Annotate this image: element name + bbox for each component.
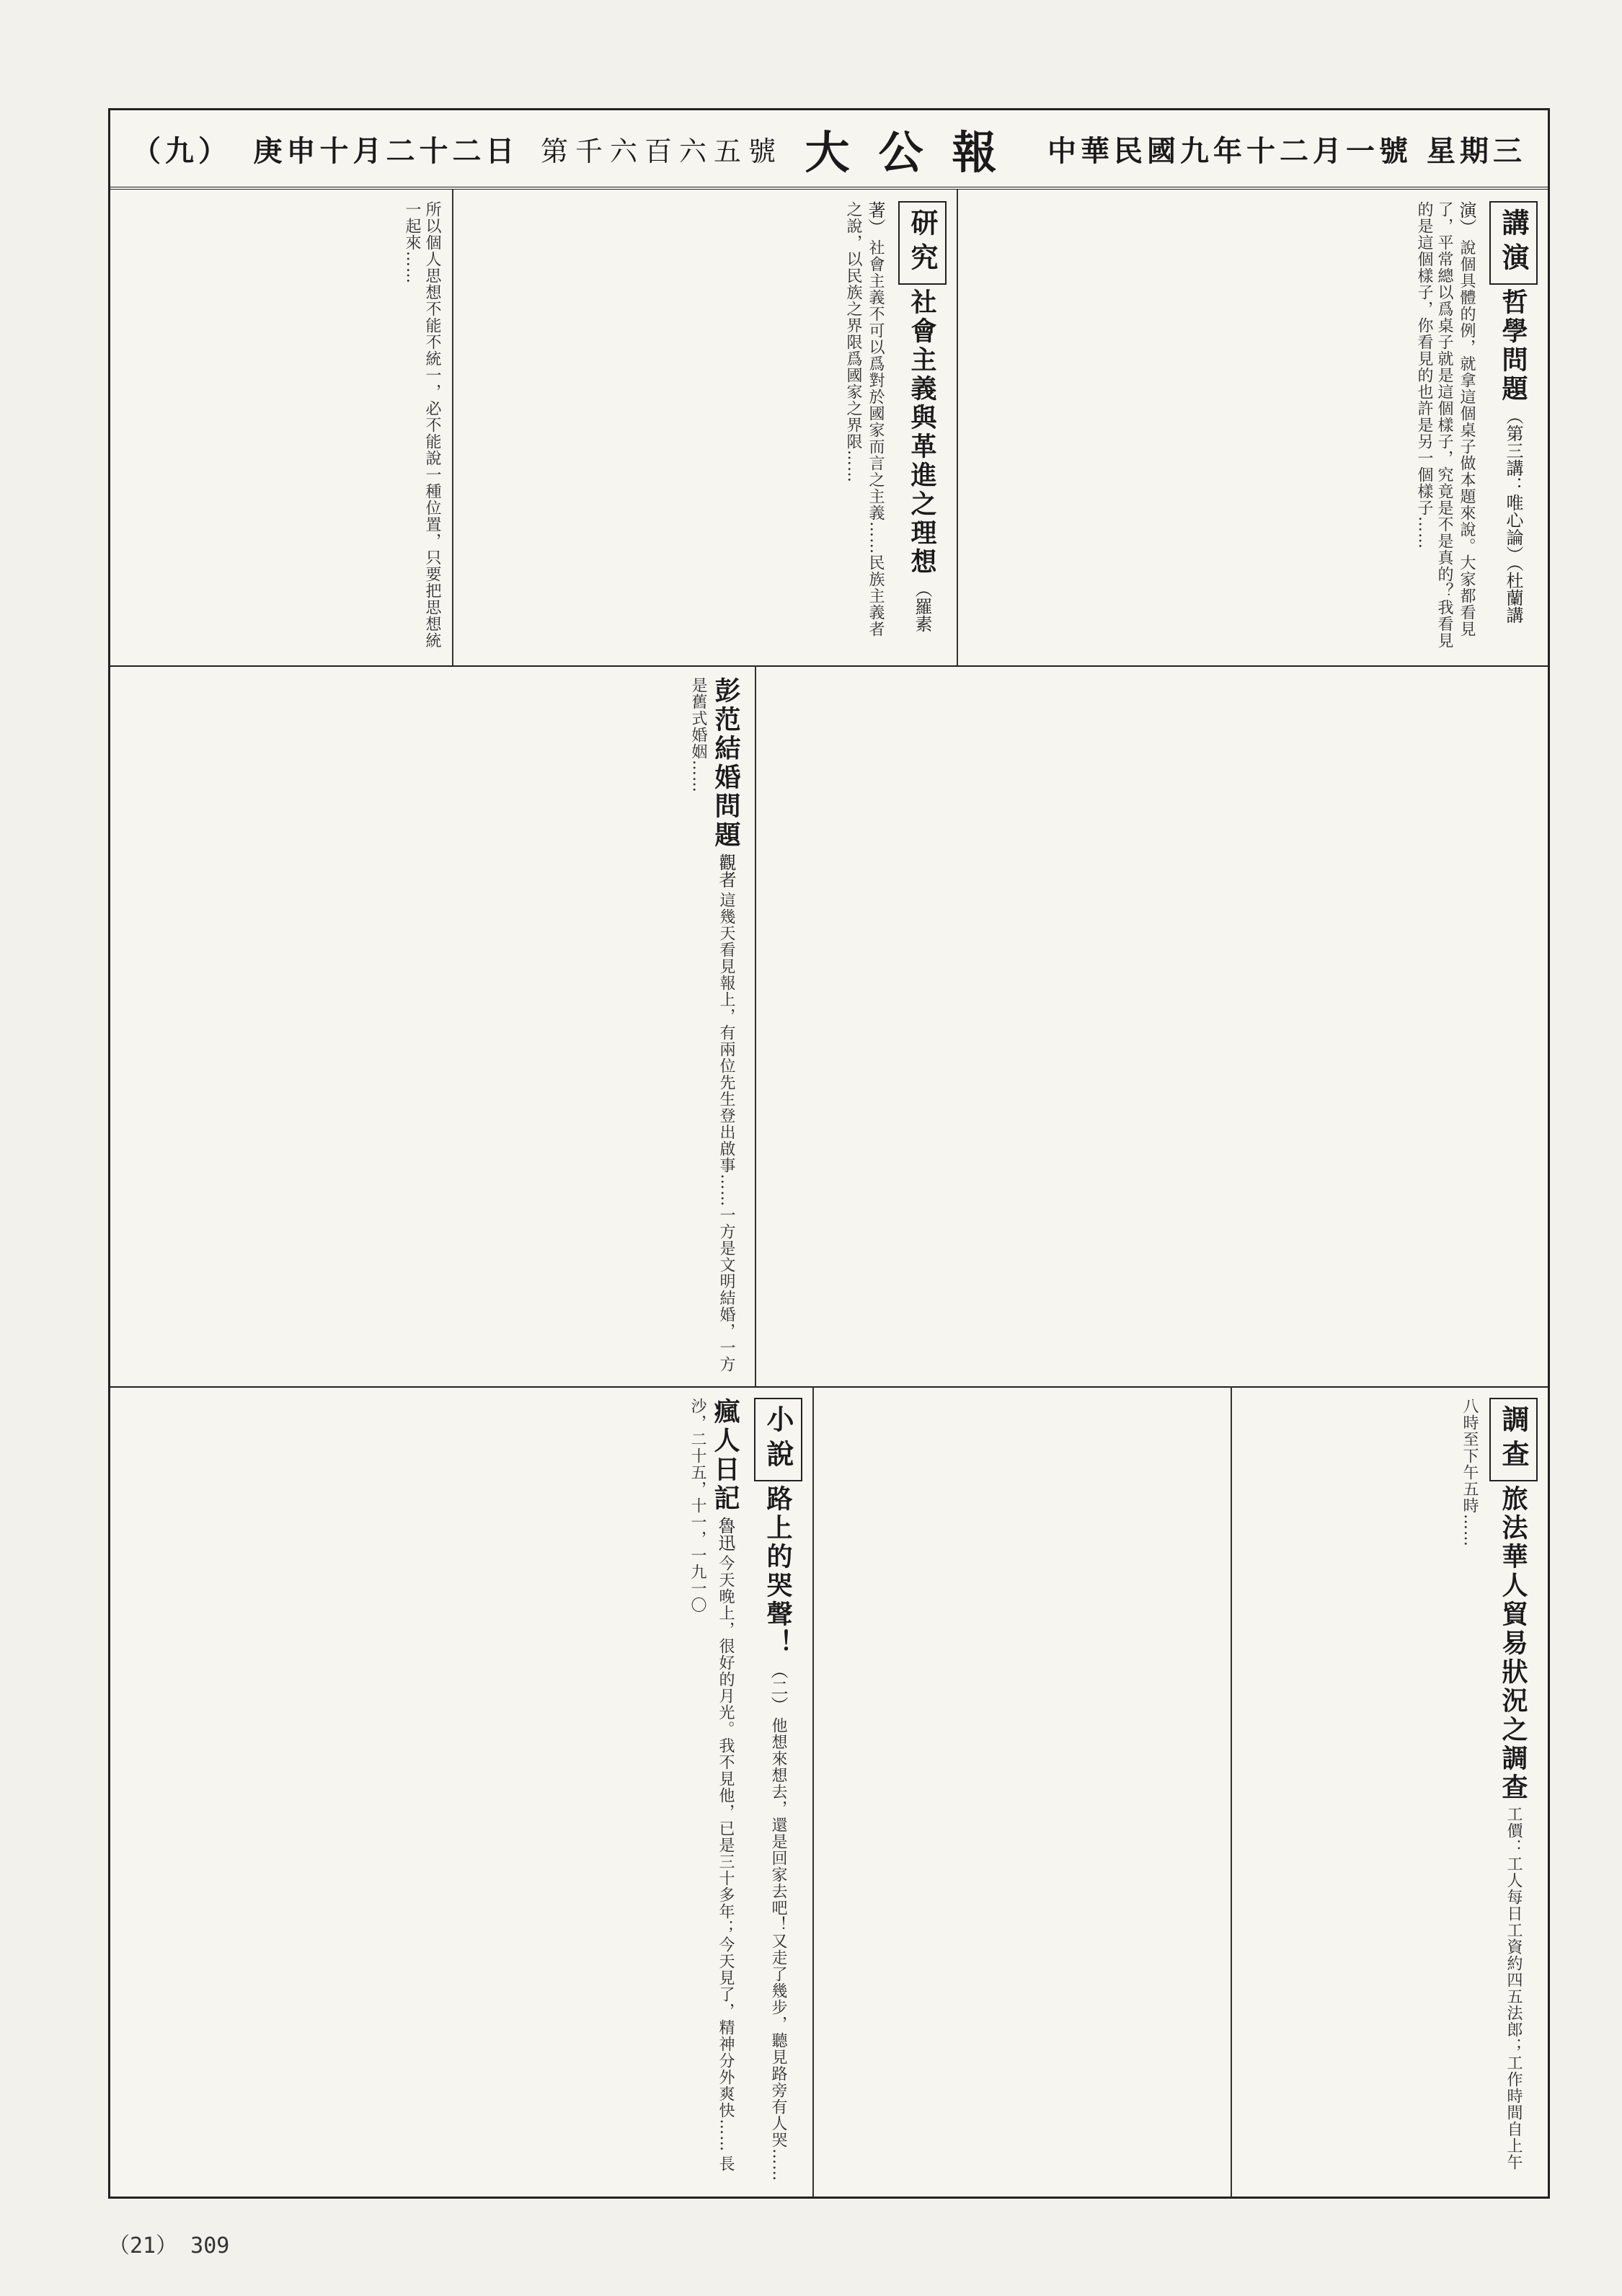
socialism-continued-column bbox=[755, 665, 1548, 1386]
tier-middle bbox=[110, 665, 1548, 1388]
dateline: 長沙，二十五，十一，一九一〇 bbox=[688, 1398, 735, 2173]
lunar-date: 庚申十月二十二日 bbox=[253, 133, 519, 168]
trade-column bbox=[1231, 1386, 1548, 2197]
article-grid bbox=[110, 190, 1548, 2197]
lecture-body: 說個具體的例，就拿這個桌子做本題來說。大家都看見了，平常總以爲桌子就是這個樣子，究竟是不是真的？我看見的是這個樣子，你看見的也許是另一個樣子…… bbox=[1415, 201, 1476, 649]
novel-column bbox=[110, 1386, 812, 2197]
trade-table-column bbox=[812, 1386, 1231, 2197]
masthead bbox=[110, 110, 1548, 190]
novel-body: 他想來想去，還是回家去吧！又走了幾步，聽見路旁有人哭…… bbox=[769, 1717, 787, 2182]
trade-title: 旅法華人貿易狀況之調查 bbox=[1498, 1485, 1528, 1803]
novel-note: （二） bbox=[768, 1662, 788, 1714]
socialism-column bbox=[452, 190, 957, 665]
peng-author: 觀者 bbox=[716, 854, 736, 889]
continued-column bbox=[110, 190, 452, 665]
section-heading-survey: 調查 bbox=[1489, 1398, 1538, 1481]
peng-title: 彭范結婚問題 bbox=[711, 677, 741, 850]
newspaper-page bbox=[108, 108, 1550, 2199]
continued-body: 所以個人思想不能不統一，必不能說一種位置，只要把思想統一起來…… bbox=[403, 201, 441, 649]
socialism-title: 社會主義與革進之理想 bbox=[907, 288, 937, 577]
section-heading-novel: 小說 bbox=[754, 1398, 802, 1481]
lecture-title: 哲學問題 bbox=[1498, 288, 1528, 404]
tier-bottom bbox=[110, 1386, 1548, 2197]
tier-top bbox=[110, 190, 1548, 667]
page-number: （九） bbox=[132, 133, 231, 168]
socialism-author: （羅素著） bbox=[865, 201, 932, 633]
peng-column bbox=[110, 665, 755, 1386]
lecture-column bbox=[957, 190, 1548, 665]
diary-body: 今天晚上，很好的月光。我不見他，已是三十多年；今天見了，精神分外爽快…… bbox=[717, 1555, 735, 2153]
section-heading-lecture: 講演 bbox=[1489, 201, 1538, 285]
lecture-note: （第三講：唯心論）（杜蘭講演） bbox=[1456, 201, 1523, 624]
diary-title: 瘋人日記 bbox=[710, 1398, 740, 1513]
section-heading-research: 研究 bbox=[898, 201, 947, 285]
socialism-body: 社會主義不可以爲對於國家而言之主義……民族主義者之說，以民族之界限爲國家之界限…… bbox=[844, 201, 885, 638]
issue-number: 第千六百六五號 bbox=[541, 135, 784, 167]
trade-body: 工價：工人每日工資約四五法郎；工作時間自上午八時至下午五時…… bbox=[1461, 1398, 1523, 2171]
peng-body: 這幾天看見報上，有兩位先生登出啟事……一方是文明結婚，一方是舊式婚姻…… bbox=[689, 677, 735, 1373]
newspaper-title: 大公報 bbox=[805, 125, 1026, 179]
diary-author: 魯迅 bbox=[715, 1517, 735, 1552]
page-footer: （21） 309 bbox=[108, 2233, 230, 2259]
novel-title: 路上的哭聲！ bbox=[763, 1485, 793, 1659]
western-date: 中華民國九年十二月一號 星期三 bbox=[1047, 133, 1526, 168]
